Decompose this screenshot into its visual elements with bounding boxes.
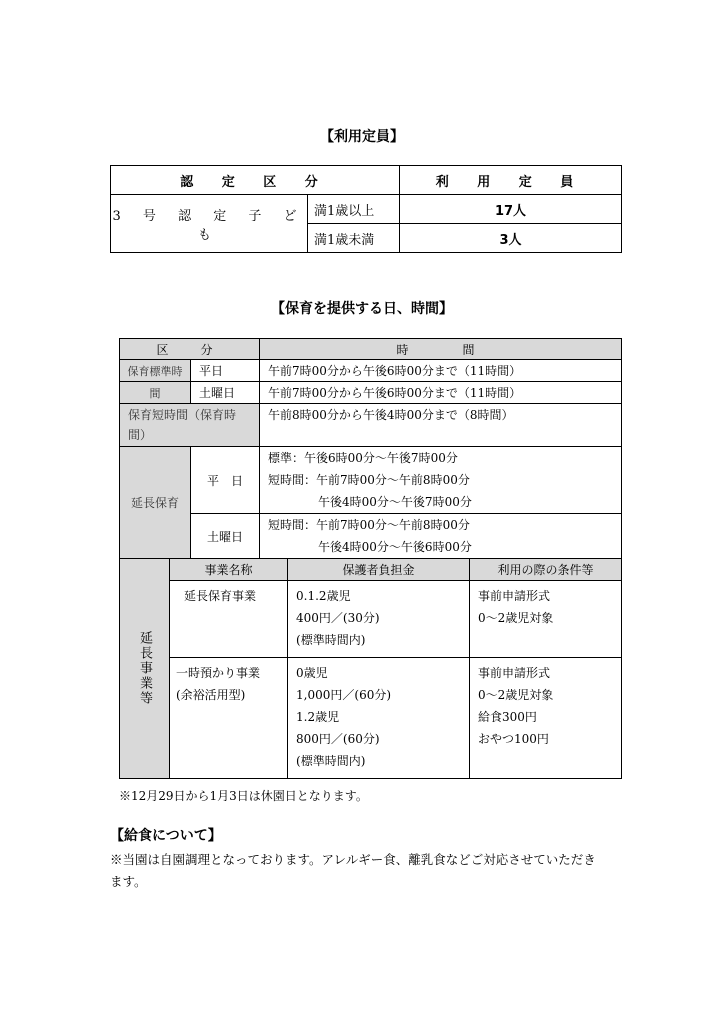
business-fee-line: 400円／(30分) [296, 611, 380, 625]
extended-weekday-label: 平 日 [191, 447, 260, 514]
business-conditions [470, 581, 622, 658]
business-fee-line: (標準時間内) [296, 754, 366, 768]
business-name-line: 延長保育事業 [184, 589, 257, 603]
schedule-header-category: 区 分 [120, 339, 260, 360]
extended-time-line: 標準：午後6時00分～午後7時00分 [268, 451, 458, 465]
business-conditions [470, 658, 622, 779]
extended-time-line: 短時間：午前7時00分～午前8時00分 [268, 518, 470, 532]
extended-time-line: 午後4時00分～午後7時00分 [318, 495, 472, 509]
business-cond-line: 事前申請形式 [478, 589, 551, 603]
lunch-title: 【給食について】 [110, 828, 222, 844]
extended-saturday-times [260, 514, 622, 559]
extended-saturday-row [120, 514, 622, 559]
business-header-fee: 保護者負担金 [288, 559, 470, 581]
business-name [170, 658, 288, 779]
standard-saturday-label: 土曜日 [191, 382, 260, 404]
standard-weekday-row [120, 360, 622, 382]
business-header-row [120, 559, 622, 581]
business-row [120, 658, 622, 779]
business-label: 延長事業等 [137, 631, 152, 706]
business-cond-line: 0～2歳児対象 [478, 688, 554, 702]
extended-time-line: 午後4時00分～午後6時00分 [318, 540, 472, 554]
capacity-header-category: 認 定 区 分 [111, 166, 400, 195]
standard-weekday-label: 平日 [191, 360, 260, 382]
business-cond-line: 事前申請形式 [478, 666, 551, 680]
standard-label-cont [120, 382, 191, 404]
standard-label-line2: 間 [149, 386, 161, 400]
business-header-conditions: 利用の際の条件等 [470, 559, 622, 581]
standard-saturday-row [120, 382, 622, 404]
extended-time-line: 短時間：午前7時00分～午前8時00分 [268, 473, 470, 487]
lunch-text-line1: ※当園は自園調理となっております。アレルギー食、離乳食などご対応させていただき [110, 852, 596, 867]
short-label [120, 404, 260, 447]
business-name [170, 581, 288, 658]
short-time: 午前8時00分から午後4時00分まで（8時間） [260, 404, 622, 447]
standard-label-line1: 保育標準時 [127, 364, 183, 378]
business-cond-line: 0～2歳児対象 [478, 611, 554, 625]
short-label-line1: 保育短時間（保育時 [128, 408, 237, 422]
business-label-cell [120, 559, 170, 779]
capacity-sub-label: 満1歳未満 [308, 224, 400, 253]
business-cond-line: 給食300円 [478, 710, 537, 724]
extended-weekday-times [260, 447, 622, 514]
short-label-line2: 間） [128, 428, 153, 442]
extended-saturday-label: 土曜日 [191, 514, 260, 559]
capacity-table [110, 165, 622, 253]
schedule-header-row [120, 339, 622, 360]
extended-weekday-row [120, 447, 622, 514]
business-fee-line: 0.1.2歳児 [296, 589, 351, 603]
lunch-text-line2: ます。 [110, 874, 147, 889]
business-cond-line: おやつ100円 [478, 732, 549, 746]
business-name-line: 一時預かり事業 [176, 666, 261, 680]
capacity-title: 【利用定員】 [320, 129, 404, 145]
business-fee-line: 0歳児 [296, 666, 328, 680]
short-row [120, 404, 622, 447]
business-fee [288, 581, 470, 658]
schedule-title: 【保育を提供する日、時間】 [271, 301, 453, 317]
standard-weekday-time: 午前7時00分から午後6時00分まで（11時間） [260, 360, 622, 382]
schedule-table [119, 338, 622, 779]
capacity-header-capacity: 利 用 定 員 [400, 166, 622, 195]
business-row [120, 581, 622, 658]
business-fee-line: 800円／(60分) [296, 732, 380, 746]
standard-saturday-time: 午前7時00分から午後6時00分まで（11時間） [260, 382, 622, 404]
capacity-row [111, 195, 622, 224]
holiday-note: ※12月29日から1月3日は休園日となります。 [119, 789, 368, 803]
business-fee-line: 1.2歳児 [296, 710, 340, 724]
capacity-count: 17人 [400, 195, 622, 224]
business-fee-line: (標準時間内) [296, 633, 366, 647]
capacity-sub-label: 満1歳以上 [308, 195, 400, 224]
schedule-header-time: 時 間 [260, 339, 622, 360]
capacity-row-label: 3 号 認 定 子 ど も [111, 195, 308, 253]
capacity-header-row [111, 166, 622, 195]
business-fee [288, 658, 470, 779]
business-header-name: 事業名称 [170, 559, 288, 581]
extended-label: 延長保育 [120, 447, 191, 559]
standard-label [120, 360, 191, 382]
business-name-line: (余裕活用型) [176, 688, 246, 702]
capacity-count: 3人 [400, 224, 622, 253]
business-fee-line: 1,000円／(60分) [296, 688, 392, 702]
